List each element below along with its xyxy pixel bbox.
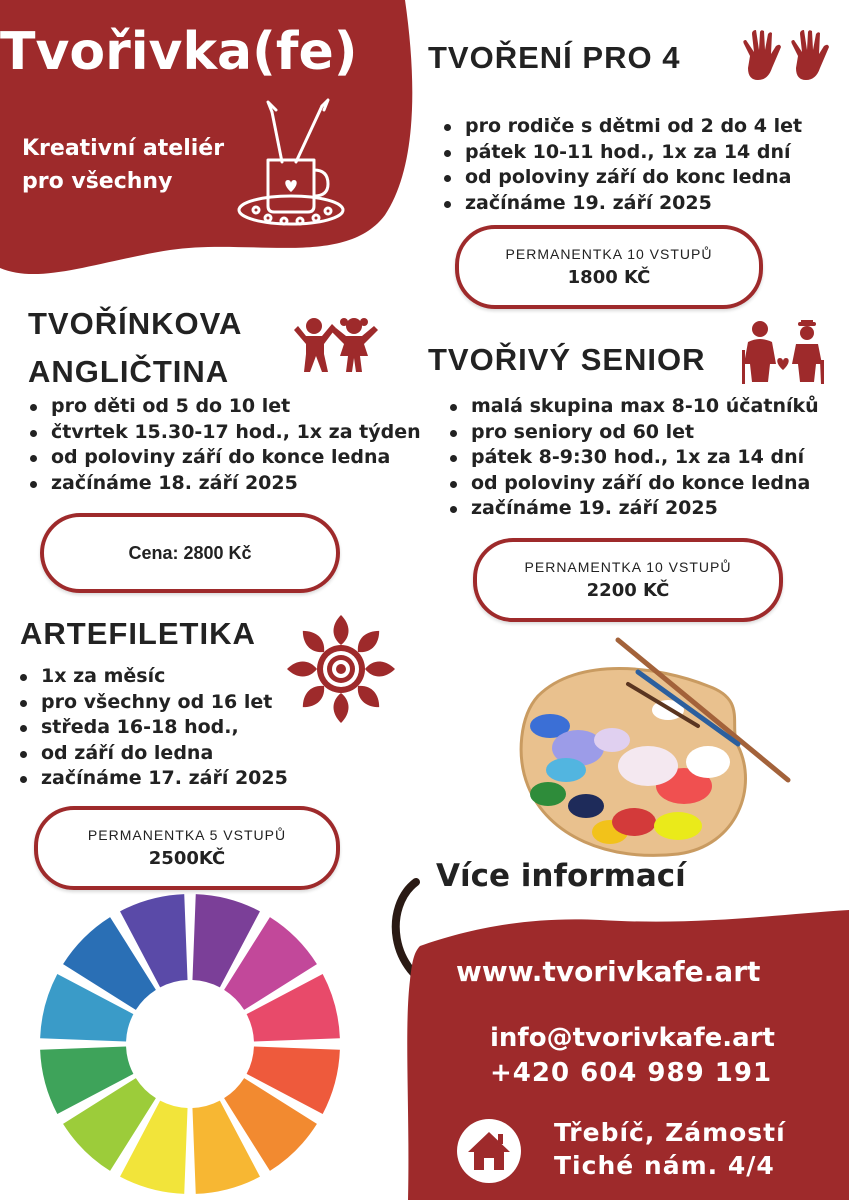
list-item: od poloviny září do konce ledna bbox=[446, 471, 819, 497]
anglictina-title-line2: ANGLIČTINA bbox=[28, 354, 230, 389]
senior-list bbox=[446, 394, 819, 522]
list-item: pro všechny od 16 let bbox=[16, 690, 288, 716]
tvoreni-title: TVOŘENÍ PRO 4 bbox=[428, 40, 681, 75]
list-item: středa 16-18 hod., bbox=[16, 715, 288, 741]
pass-label: PERMANENTKA 5 VSTUPŮ bbox=[87, 827, 287, 843]
price: Cena: 2800 Kč bbox=[128, 542, 252, 563]
list-item: začínáme 17. září 2025 bbox=[16, 766, 288, 792]
artefiletika-list bbox=[16, 664, 288, 792]
price: 1800 KČ bbox=[567, 267, 651, 288]
list-item: od poloviny září do konc ledna bbox=[440, 165, 802, 191]
artefiletika-title: ARTEFILETIKA bbox=[20, 616, 256, 651]
list-item: od září do ledna bbox=[16, 741, 288, 767]
list-item: začínáme 18. září 2025 bbox=[26, 471, 421, 497]
seniors-icon bbox=[742, 320, 824, 384]
list-item: malá skupina max 8-10 účatníků bbox=[446, 394, 819, 420]
mandala-icon bbox=[284, 612, 398, 726]
phone-number[interactable]: +420 604 989 191 bbox=[490, 1058, 773, 1088]
list-item: od poloviny září do konce ledna bbox=[26, 445, 421, 471]
home-icon bbox=[456, 1118, 522, 1184]
anglictina-title-line1: TVOŘÍNKOVA bbox=[28, 306, 243, 341]
paint-mug-icon bbox=[234, 98, 352, 228]
website-link[interactable]: www.tvorivkafe.art bbox=[456, 955, 761, 988]
color-wheel bbox=[38, 892, 342, 1196]
list-item: pro rodiče s dětmi od 2 do 4 let bbox=[440, 114, 802, 140]
more-info-heading: Více informací bbox=[436, 858, 686, 894]
address: Třebíč, Zámostí Tiché nám. 4/4 bbox=[554, 1118, 786, 1180]
price: 2200 KČ bbox=[586, 580, 670, 601]
list-item: 1x za měsíc bbox=[16, 664, 288, 690]
logo: Tvořivka(fe) bbox=[0, 22, 358, 82]
list-item: začínáme 19. září 2025 bbox=[446, 496, 819, 522]
hands-icon bbox=[740, 30, 838, 82]
senior-price-pill bbox=[473, 538, 783, 622]
senior-title: TVOŘIVÝ SENIOR bbox=[428, 342, 706, 377]
email-link[interactable]: info@tvorivkafe.art bbox=[490, 1023, 775, 1053]
list-item: pro seniory od 60 let bbox=[446, 420, 819, 446]
price: 2500KČ bbox=[148, 848, 226, 869]
list-item: pro děti od 5 do 10 let bbox=[26, 394, 421, 420]
list-item: začínáme 19. září 2025 bbox=[440, 191, 802, 217]
tvoreni-list bbox=[440, 114, 802, 216]
list-item: čtvrtek 15.30-17 hod., 1x za týden bbox=[26, 420, 421, 446]
pass-label: PERMANENTKA 10 VSTUPŮ bbox=[505, 246, 713, 262]
list-item: pátek 10-11 hod., 1x za 14 dní bbox=[440, 140, 802, 166]
list-item: pátek 8-9:30 hod., 1x za 14 dní bbox=[446, 445, 819, 471]
anglictina-price-pill bbox=[40, 513, 340, 593]
tvoreni-price-pill bbox=[455, 225, 763, 309]
children-icon bbox=[292, 316, 378, 374]
pass-label: PERNAMENTKA 10 VSTUPŮ bbox=[524, 559, 732, 575]
paint-palette-image bbox=[508, 636, 798, 860]
tagline: Kreativní ateliér pro všechny bbox=[22, 136, 225, 194]
artefiletika-price-pill bbox=[34, 806, 340, 890]
anglictina-list bbox=[26, 394, 421, 496]
